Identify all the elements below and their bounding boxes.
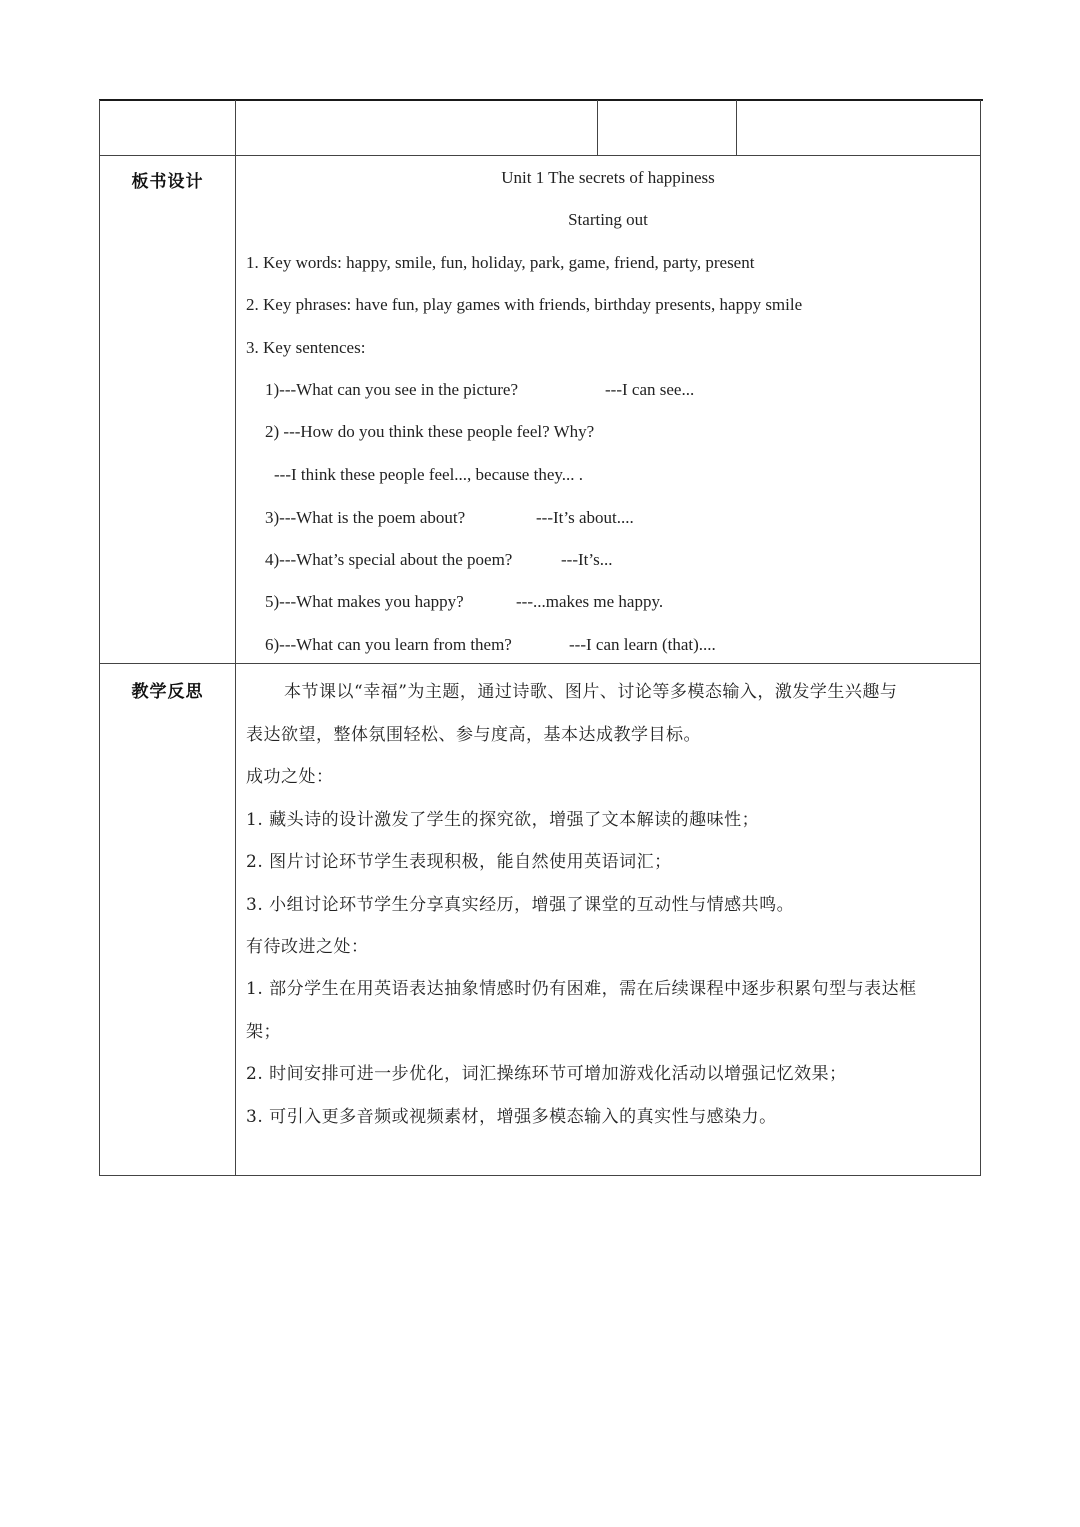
sentence-2-answer: ---I think these people feel..., because they... . xyxy=(274,465,584,484)
key-phrases-line: 2. Key phrases: have fun, play games with friends, birthday presents, happy smile xyxy=(246,295,803,314)
sentence-4-question: 4)---What’s special about the poem? xyxy=(265,550,513,569)
reflection-paragraph-line-2: 表达欲望，整体氛围轻松、参与度高，基本达成教学目标。 xyxy=(246,725,701,745)
reflection-label: 教学反思 xyxy=(131,682,204,702)
improve-item-2: 2. 时间安排可进一步优化，词汇操练环节可增加游戏化活动以增强记忆效果； xyxy=(246,1064,847,1084)
key-words-line: 1. Key words: happy, smile, fun, holiday, park, game, friend, party, present xyxy=(246,253,755,272)
sentence-6-answer: ---I can learn (that).... xyxy=(569,635,716,654)
success-item-1: 1. 藏头诗的设计激发了学生的探究欲，增强了文本解读的趣味性； xyxy=(246,810,760,830)
improve-item-1: 1. 部分学生在用英语表达抽象情感时仍有困难，需在后续课程中逐步积累句型与表达框 xyxy=(246,979,917,999)
table-header-divider-2 xyxy=(736,100,737,156)
table-header-divider-1 xyxy=(597,100,598,156)
sentence-3-answer: ---It’s about.... xyxy=(536,508,634,527)
success-heading: 成功之处： xyxy=(246,767,334,787)
reflection-paragraph-line-1: 本节课以“幸福”为主题，通过诗歌、图片、讨论等多模态输入，激发学生兴趣与 xyxy=(284,682,898,702)
success-item-2: 2. 图片讨论环节学生表现积极，能自然使用英语词汇； xyxy=(246,852,672,872)
board-subtitle: Starting out xyxy=(568,210,648,229)
board-design-label: 板书设计 xyxy=(131,172,204,192)
sentence-5-question: 5)---What makes you happy? xyxy=(265,592,464,611)
sentence-5-answer: ---...makes me happy. xyxy=(516,592,664,611)
table-row-divider-1 xyxy=(99,155,981,156)
sentence-6-question: 6)---What can you learn from them? xyxy=(265,635,512,654)
sentence-3-question: 3)---What is the poem about? xyxy=(265,508,466,527)
key-sentences-heading: 3. Key sentences: xyxy=(246,338,366,357)
improve-item-1-cont: 架； xyxy=(246,1022,281,1042)
success-item-3: 3. 小组讨论环节学生分享真实经历，增强了课堂的互动性与情感共鸣。 xyxy=(246,895,795,915)
improve-item-3: 3. 可引入更多音频或视频素材，增强多模态输入的真实性与感染力。 xyxy=(246,1107,777,1127)
table-row-divider-2 xyxy=(99,663,981,664)
table-top-border xyxy=(99,99,983,101)
table-left-border xyxy=(99,100,100,1176)
table-right-border xyxy=(980,100,981,1176)
board-title: Unit 1 The secrets of happiness xyxy=(501,168,715,187)
sentence-4-answer: ---It’s... xyxy=(561,550,613,569)
sentence-1-answer: ---I can see... xyxy=(605,380,695,399)
sentence-1-question: 1)---What can you see in the picture? xyxy=(265,380,518,399)
improve-heading: 有待改进之处： xyxy=(246,937,369,957)
sentence-2-question: 2) ---How do you think these people feel? Why? xyxy=(265,422,595,441)
table-label-divider xyxy=(235,100,236,1176)
table-bottom-border xyxy=(99,1175,981,1176)
